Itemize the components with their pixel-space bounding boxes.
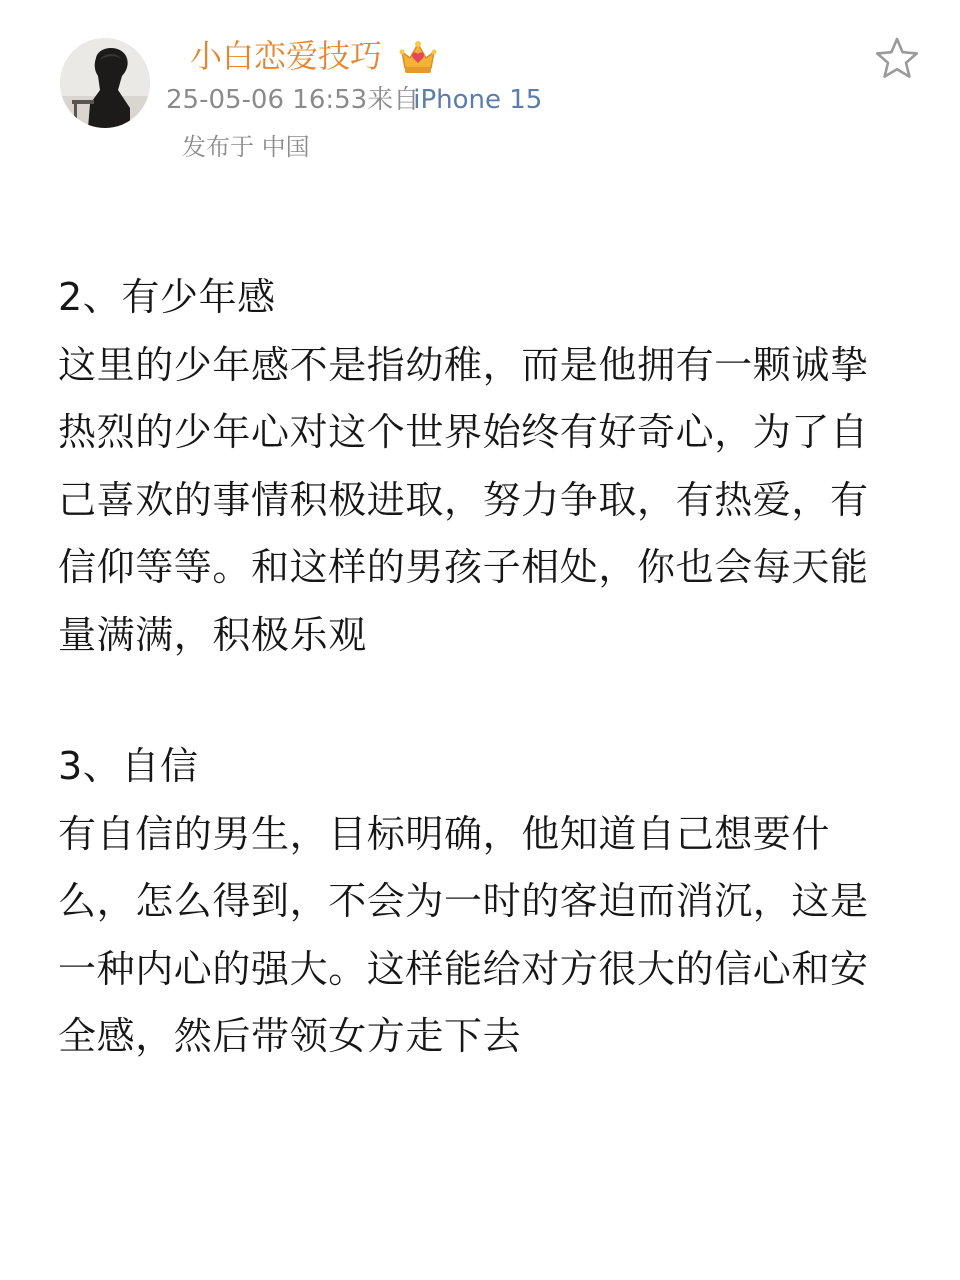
star-outline-icon[interactable] (874, 36, 920, 80)
section-text: 有自信的男生，目标明确，他知道自己想要什么，怎么得到，不会为一时的客迫而消沉，这是一种内心的强大。这样能给对方很大的信心和安全感，然后带领女方走下去 (58, 811, 869, 1059)
post-section (58, 264, 904, 670)
post-source-device[interactable]: iPhone 15 (413, 85, 543, 115)
author-avatar[interactable] (60, 38, 150, 128)
vip-crown-icon (398, 38, 438, 76)
post-meta (166, 82, 542, 118)
post-section (58, 733, 904, 1071)
avatar-image (60, 38, 150, 128)
section-text: 这里的少年感不是指幼稚，而是他拥有一颗诚挚热烈的少年心对这个世界始终有好奇心，为了自己喜欢的事情积极进取，努力争取，有热爱，有信仰等等。和这样的男孩子相处，你也会每天能量满满，积极乐观 (58, 342, 869, 657)
section-heading: 2、有少年感 (58, 275, 276, 319)
section-heading: 3、自信 (58, 744, 199, 788)
post-timestamp: 25-05-06 16:53 (166, 85, 368, 115)
source-prefix: 来自 (367, 85, 420, 115)
author-name[interactable]: 小白恋爱技巧 (190, 37, 383, 75)
post-location: 发布于 中国 (182, 133, 310, 161)
